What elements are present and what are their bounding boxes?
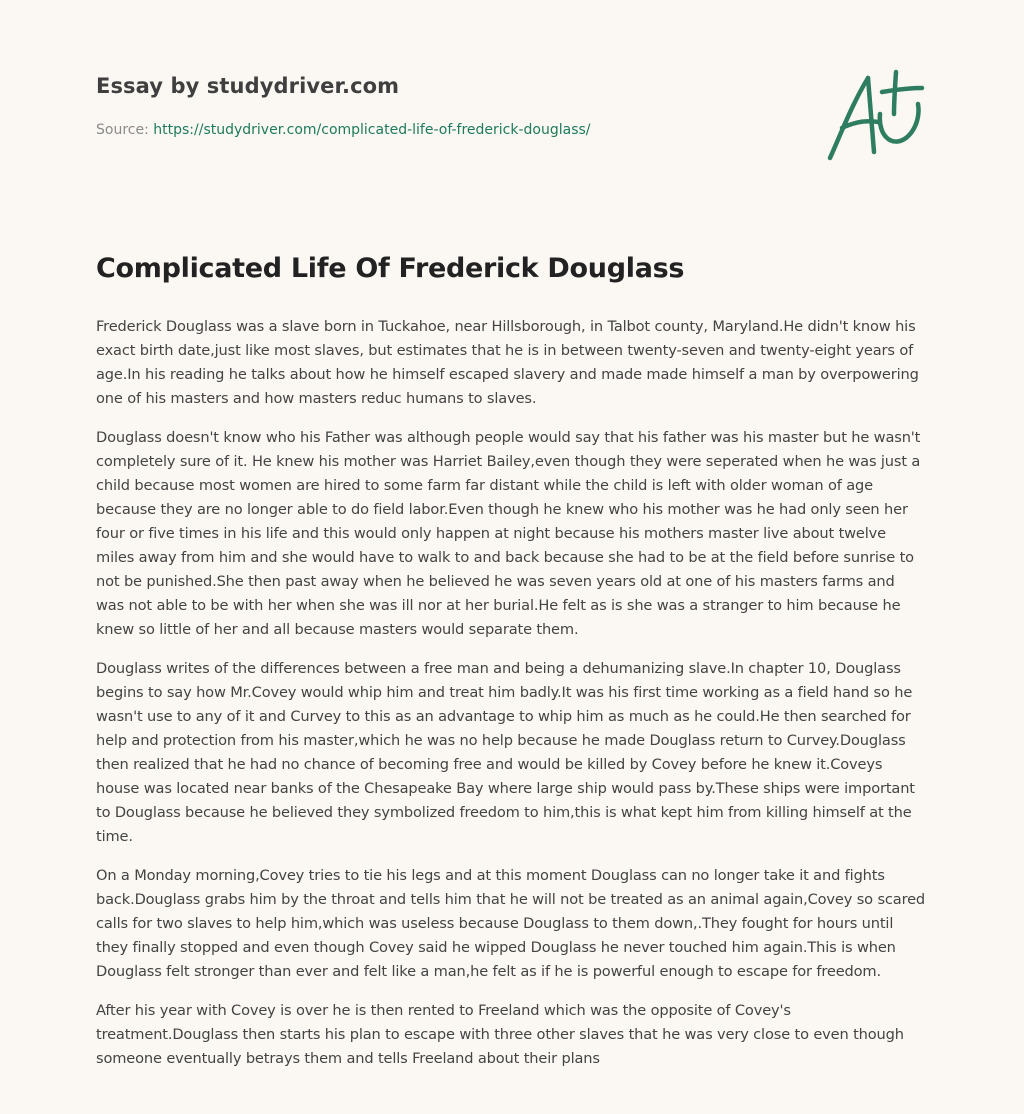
- source-link[interactable]: https://studydriver.com/complicated-life-of-frederick-douglass/: [153, 122, 591, 138]
- paragraph: Douglass writes of the differences between a free man and being a dehumanizing slave.In chapter 10, Douglass begins to say how Mr.Covey would whip him and treat him badly.It was his first time working as a field hand so he wasn't use to any of it and Curvey to this as an advantage to whip him as much as he could.He then searched for help and protection from his master,which he was no help because he made Douglass return to Curvey.Douglass then realized that he had no chance of becoming free and would be killed by Covey before he knew it.Coveys house was located near banks of the Chesapeake Bay where large ship would pass by.These ships were important to Douglass because he believed they symbolized freedom to him,this is what kept him from killing himself at the time.: [96, 660, 915, 845]
- essay-title: Complicated Life Of Frederick Douglass: [96, 253, 685, 284]
- source-label: Source:: [96, 122, 154, 138]
- paragraph: Frederick Douglass was a slave born in Tuckahoe, near Hillsborough, in Talbot county, Maryland.He didn't know his exact birth date,just like most slaves, but estimates that he is in between twenty-seven and twenty-eight years of age.In his reading he talks about how he himself escaped slavery and made made himself a man by overpowering one of his masters and how masters reduc humans to slaves.: [96, 318, 919, 407]
- paragraph: Douglass doesn't know who his Father was although people would say that his father was his master but he wasn't completely sure of it. He knew his mother was Harriet Bailey,even though they were seperated when he was just a child because most women are hired to some farm far distant while the child is left with older woman of age because they are no longer able to do field labor.Even though he knew who his mother was he had only seen her four or five times in his life and this would only happen at night because his mothers master live about twelve miles away from him and she would have to walk to and back because she had to be at the field before sunrise to not be punished.She then past away when he believed he was seven years old at one of his masters farms and was not able to be with her when she was ill nor at her burial.He felt as is she was a stranger to him because he knew so little of her and all because masters would separate them.: [96, 429, 921, 638]
- a-plus-logo-svg: [820, 66, 930, 166]
- essay-body: [96, 315, 926, 1086]
- site-title: Essay by studydriver.com: [96, 74, 400, 98]
- paragraph: After his year with Covey is over he is then rented to Freeland which was the opposite of Covey's treatment.Douglass then starts his plan to escape with three other slaves that he was very close to even though someone eventually betrays them and tells Freeland about their plans: [96, 1002, 904, 1067]
- source-line: [96, 122, 591, 138]
- paragraph: On a Monday morning,Covey tries to tie his legs and at this moment Douglass can no longer take it and fights back.Douglass grabs him by the throat and tells him that he will not be treated as an animal again,Covey so scared calls for two slaves to help him,which was useless because Douglass to them down,.They fought for hours until they finally stopped and even though Covey said he wipped Douglass he never touched him again.This is when Douglass felt stronger than ever and felt like a man,he felt as if he is powerful enough to escape for freedom.: [96, 867, 926, 980]
- essay-header: [96, 74, 591, 138]
- a-plus-logo-icon: [820, 66, 930, 166]
